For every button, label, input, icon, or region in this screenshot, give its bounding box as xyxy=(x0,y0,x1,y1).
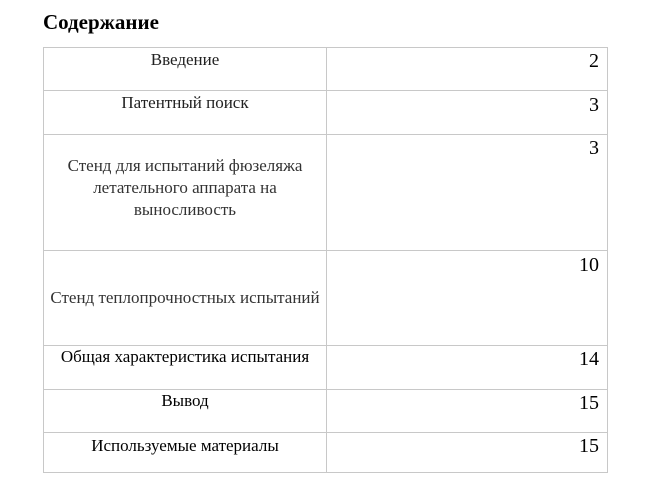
table-row xyxy=(44,48,608,91)
toc-page-number: 14 xyxy=(579,348,599,370)
toc-entry-name xyxy=(44,135,327,251)
toc-page-number: 15 xyxy=(579,435,599,457)
toc-page-number: 3 xyxy=(589,137,599,159)
toc-entry-page xyxy=(327,346,608,390)
toc-entry-label: Стенд теплопрочностных испытаний xyxy=(50,288,320,307)
toc-entry-page xyxy=(327,91,608,135)
toc-entry-page xyxy=(327,48,608,91)
table-row xyxy=(44,346,608,390)
toc-entry-name xyxy=(44,48,327,91)
table-of-contents xyxy=(43,47,608,473)
table-row xyxy=(44,390,608,433)
table-row xyxy=(44,135,608,251)
toc-entry-label: Стенд для испытаний фюзеляжа летательного аппарата на выносливость xyxy=(67,156,303,219)
toc-entry-label: Введение xyxy=(150,50,220,69)
toc-page-number: 10 xyxy=(579,254,599,276)
toc-entry-label: Используемые материалы xyxy=(91,436,279,455)
toc-entry-name xyxy=(44,390,327,433)
table-row xyxy=(44,433,608,473)
toc-entry-label: Вывод xyxy=(161,391,209,410)
table-row xyxy=(44,91,608,135)
toc-entry-name xyxy=(44,433,327,473)
toc-entry-name xyxy=(44,346,327,390)
toc-entry-name xyxy=(44,251,327,346)
toc-entry-label: Патентный поиск xyxy=(121,93,249,112)
table-row xyxy=(44,251,608,346)
toc-entry-name xyxy=(44,91,327,135)
toc-page-number: 2 xyxy=(589,50,599,72)
toc-entry-page xyxy=(327,433,608,473)
toc-page-number: 3 xyxy=(589,94,599,116)
page-title: Содержание xyxy=(43,10,159,34)
toc-entry-page xyxy=(327,390,608,433)
toc-entry-page xyxy=(327,251,608,346)
toc-entry-label: Общая характеристика испытания xyxy=(60,347,310,366)
toc-page-number: 15 xyxy=(579,392,599,414)
toc-entry-page xyxy=(327,135,608,251)
